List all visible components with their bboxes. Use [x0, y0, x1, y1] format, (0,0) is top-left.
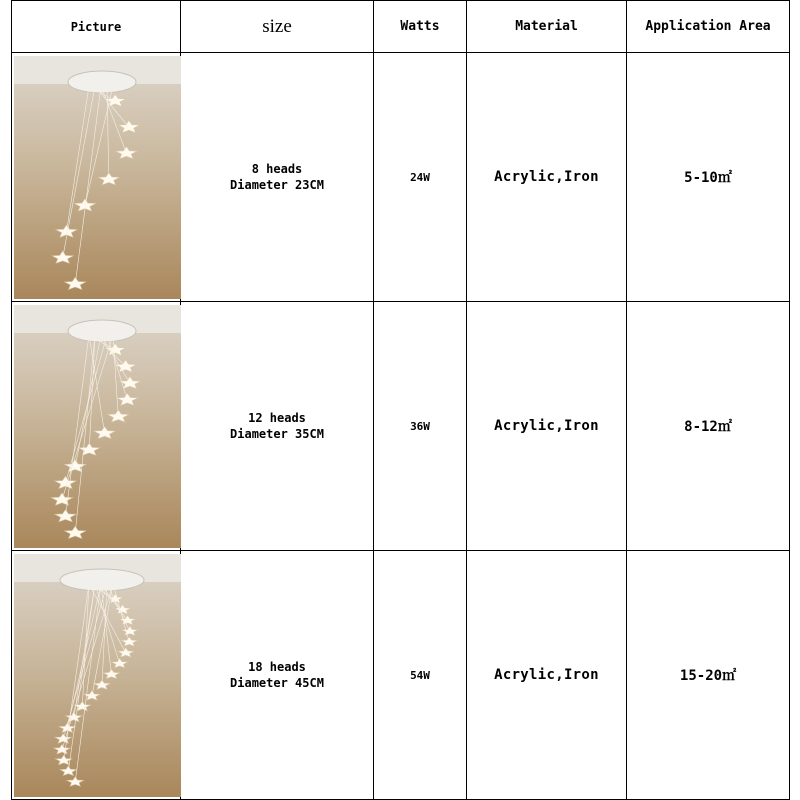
star-pendant	[105, 343, 126, 355]
suspension-wire	[75, 86, 101, 284]
picture-cell	[12, 551, 181, 800]
star-pendant	[98, 172, 119, 184]
suspension-wire	[62, 335, 113, 500]
suspension-wire	[63, 584, 107, 739]
star-pendant	[121, 636, 138, 646]
star-pendant	[111, 658, 128, 668]
material-cell: Acrylic,Iron	[467, 302, 627, 551]
suspension-wire	[82, 584, 89, 707]
star-pendant-lamp-image	[14, 56, 181, 299]
size-cell	[181, 53, 374, 302]
table-row	[12, 53, 790, 302]
suspension-wire	[63, 86, 95, 258]
material-cell: Acrylic,Iron	[467, 53, 627, 302]
header-row	[12, 1, 790, 53]
star-pendant	[55, 509, 76, 521]
star-pendant	[65, 526, 86, 538]
star-pendant	[51, 493, 72, 505]
product-spec-table	[11, 0, 790, 800]
star-pendant	[66, 712, 83, 722]
watts-cell: 24W	[374, 53, 467, 302]
canopy	[68, 71, 136, 93]
star-pendant	[119, 376, 140, 388]
star-pendant	[117, 393, 138, 405]
star-pendant	[67, 776, 84, 785]
product-image	[14, 305, 181, 548]
picture-cell	[12, 302, 181, 551]
heads-count: 8 heads	[251, 162, 303, 176]
suspension-wire	[65, 335, 89, 516]
application-area-cell: 8-12㎡	[627, 302, 790, 551]
star-pendant	[94, 679, 111, 689]
star-pendant	[55, 733, 72, 743]
star-pendant	[108, 409, 129, 421]
table-row	[12, 302, 790, 551]
star-pendant	[105, 94, 126, 106]
star-pendant-lamp-image	[14, 305, 181, 548]
star-pendant	[60, 766, 77, 776]
star-pendant	[118, 120, 139, 132]
star-pendant	[117, 647, 134, 657]
star-pendant-lamp-image	[14, 554, 181, 797]
suspension-wire	[85, 86, 113, 206]
watts-cell: 54W	[374, 551, 467, 800]
application-area-cell: 15-20㎡	[627, 551, 790, 800]
watts-cell: 36W	[374, 302, 467, 551]
canopy	[68, 320, 136, 342]
application-area-cell: 5-10㎡	[627, 53, 790, 302]
heads-count: 18 heads	[248, 660, 306, 674]
star-pendant	[65, 459, 86, 471]
canopy	[60, 569, 144, 591]
star-pendant	[94, 426, 115, 438]
product-image	[14, 56, 181, 299]
suspension-wire	[67, 86, 89, 232]
header-application-area: Application Area	[627, 1, 790, 53]
heads-count: 12 heads	[248, 411, 306, 425]
star-pendant	[103, 669, 120, 679]
size-cell	[181, 302, 374, 551]
suspension-wire	[64, 584, 89, 760]
star-pendant	[122, 626, 139, 636]
header-size: size	[181, 1, 374, 53]
product-image	[14, 554, 181, 797]
header-watts: Watts	[374, 1, 467, 53]
suspension-wire	[89, 335, 95, 450]
size-cell	[181, 551, 374, 800]
star-pendant	[65, 277, 86, 289]
material-cell: Acrylic,Iron	[467, 551, 627, 800]
header-material: Material	[467, 1, 627, 53]
suspension-wire	[68, 584, 95, 771]
table-row	[12, 551, 790, 800]
star-pendant	[52, 251, 73, 263]
star-pendant	[116, 146, 137, 158]
star-pendant	[55, 476, 76, 488]
diameter: Diameter 35CM	[230, 427, 324, 441]
star-pendant	[54, 744, 71, 754]
diameter: Diameter 23CM	[230, 178, 324, 192]
star-pendant	[56, 225, 77, 237]
diameter: Diameter 45CM	[230, 676, 324, 690]
star-pendant	[79, 443, 100, 455]
star-pendant	[119, 615, 136, 625]
picture-cell	[12, 53, 181, 302]
header-picture: Picture	[12, 1, 181, 53]
